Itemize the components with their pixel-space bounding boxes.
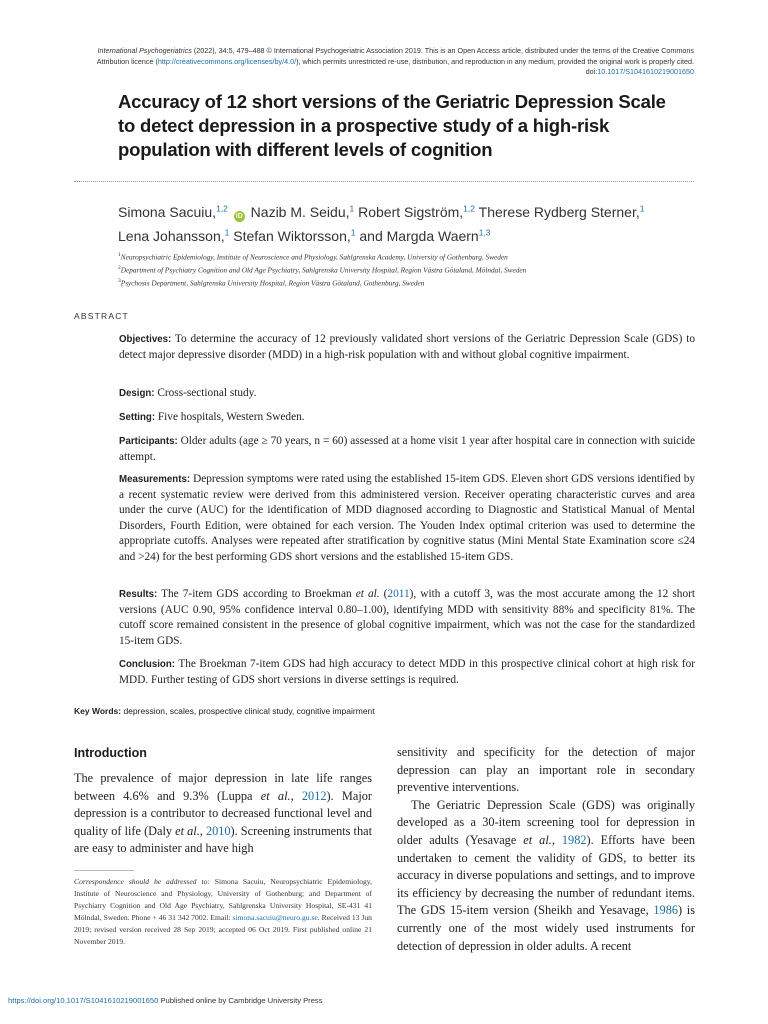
abstract-objectives: Objectives: To determine the accuracy of 12 previously validated short versions of the Geriatric Depression Scale (GDS) to detect major depressive disorder (MDD) in a high-risk population with and without global cognitive impairment.: [119, 333, 695, 361]
affiliations: [118, 250, 698, 289]
author[interactable]: Robert Sigström,$^{1,2}$: [358, 203, 475, 220]
intro-paragraph: The Geriatric Depression Scale (GDS) was originally developed as a 30-item screening tool for depression in older adults (Yesavage et al., 1982). Efforts have been undertaken to cement the validity of GDS, to better its accuracy in diverse populations and settings, and to improve its efficiency by decreasing the number of redundant items. The GDS 15-item version (Sheikh and Yesavage, 1986) is currently one of the most widely used instruments for detection of depression in older adults. A recent: [397, 797, 696, 953]
section-heading-introduction: Introduction: [74, 746, 147, 760]
citation-link[interactable]: 2011: [387, 588, 410, 600]
abstract-design: Design: Cross-sectional study.: [119, 387, 257, 399]
citation-link[interactable]: 1986: [653, 903, 678, 918]
footer-text: Published online by Cambridge University Press: [158, 996, 323, 1005]
doi-label: doi:: [585, 67, 598, 76]
doi-footer-link[interactable]: https://doi.org/10.1017/S1041610219001650: [8, 996, 159, 1005]
licence-link[interactable]: http://creativecommons.org/licenses/by/4.0/: [157, 56, 297, 66]
intro-left-column: [74, 770, 372, 858]
licence-text-end: ), which permits unrestricted re-use, distribution, and reproduction in any medium, provided the original work is properly cited.: [296, 56, 694, 66]
journal-name: International Psychogeriatrics: [97, 46, 192, 55]
author-list: [118, 198, 698, 247]
abstract-setting: Setting: Five hospitals, Western Sweden.: [119, 411, 305, 423]
abstract-conclusion: Conclusion: The Broekman 7-item GDS had high accuracy to detect MDD in this prospective clinical cohort at high risk for MDD. Further testing of GDS short versions in diverse settings is required.: [119, 658, 696, 686]
abstract-participants: Participants: Older adults (age ≥ 70 years, n = 60) assessed at a home visit 1 year after hospital care in connection with suicide attempt.: [119, 435, 695, 463]
citation-text: (2022), 34:5, 479–488 © International Psychogeriatric Association 2019. This is an Open Access article, distributed under the terms of the Creative Commons: [191, 46, 694, 55]
licence-text: Attribution licence (: [96, 56, 158, 66]
page-footer: [8, 996, 323, 1005]
author[interactable]: Stefan Wiktorsson,$^1$: [233, 227, 356, 245]
intro-paragraph: The prevalence of major depression in late life ranges between 4.6% and 9.3% (Luppa et al., 2012). Major depression is a contributor to decreased functional level and quality of life (Daly et al., 2010). Screening instruments that are easy to administer and have high: [74, 771, 372, 856]
keywords: Key Words: depression, scales, prospective clinical study, cognitive impairment: [74, 706, 375, 716]
author[interactable]: Nazib M. Seidu,$^1$: [250, 203, 355, 220]
affiliation: $^2$Department of Psychiatry Cognition and Old Age Psychiatry, Sahlgrenska University Hospital, Region Västra Götaland, Mölndal, Sweden: [118, 264, 527, 275]
affiliation: $^1$Neuropsychiatric Epidemiology, Institute of Neuroscience and Physiology, Sahlgrenska Academy, University of Gothenburg, Sweden: [118, 252, 508, 262]
article-metadata: [74, 46, 694, 78]
citation-link[interactable]: 2010: [205, 823, 231, 838]
orcid-icon[interactable]: iD: [235, 212, 243, 220]
citation-link[interactable]: 2012: [301, 788, 327, 803]
author[interactable]: and Margda Waern$^{1,3}$: [359, 227, 491, 245]
citation-link[interactable]: 1982: [561, 832, 587, 847]
abstract-heading: ABSTRACT: [74, 311, 129, 321]
author[interactable]: Simona Sacuiu,$^{1,2}$: [118, 203, 228, 220]
abstract-measurements: Measurements: Depression symptoms were rated using the established 15-item GDS. Eleven short GDS versions identified by a recent systematic review were derived from this administered version. Receiver operating characteristic curves and area under the curve (AUC) for the identification of MDD diagnosed according to Diagnostic and Statistical Manual of Mental Disorders, Fourth Edition, were obtained for each version. The Youden Index optimal criterion was used to determine the appropriate cutoffs. Analyses were repeated after stratification by cognitive status (Mini Mental State Examination score ≤24 and >24) for the best performing GDS short versions and the established 15-item GDS.: [119, 473, 695, 563]
article-title: Accuracy of 12 short versions of the Geriatric Depression Scale to detect depression in a prospective study of a high-risk population with different levels of cognition: [118, 91, 666, 160]
correspondence-note: Correspondence should be addressed to: Simona Sacuiu, Neuropsychiatric Epidemiology, Institute of Neuroscience and Physiology, University of Gothenburg; and Department of Psychiatry Cognition and Old Age Psychiatry, Sahlgrenska University Hospital, SE-431 41 Mölndal, Sweden. Phone + 46 31 342 7002. Email: simona.sacuiu@neuro.gu.se. Received 13 Jun 2019; revised version received 28 Sep 2019; accepted 06 Oct 2019. First published online 21 November 2019.: [74, 877, 372, 946]
intro-right-column: [397, 744, 695, 955]
footnote-divider: [74, 870, 134, 871]
doi-link[interactable]: 10.1017/S1041610219001650: [597, 67, 694, 76]
author[interactable]: Lena Johansson,$^1$: [118, 227, 230, 245]
title-divider: [74, 181, 694, 182]
affiliation: $^3$Psychosis Department, Sahlgrenska University Hospital, Region Västra Götaland, Gothenburg, Sweden: [118, 277, 425, 288]
author[interactable]: Therese Rydberg Sterner,$^1$: [478, 203, 645, 220]
intro-paragraph: sensitivity and specificity for the detection of major depression can play an important role in secondary preventive interventions.: [397, 745, 695, 795]
email-link[interactable]: simona.sacuiu@neuro.gu.se: [232, 913, 318, 922]
abstract-results: Results: The 7-item GDS according to Broekman et al. (2011), with a cutoff 3, was the most accurate among the 12 short versions (AUC 0.90, 95% confidence interval 0.80–1.00), identifying MDD with sensitivity 88% and specificity 81%. The cutoff score remained consistent in the presence of global cognitive impairment, which was not the case for the standardized 15-item GDS.: [119, 588, 696, 647]
